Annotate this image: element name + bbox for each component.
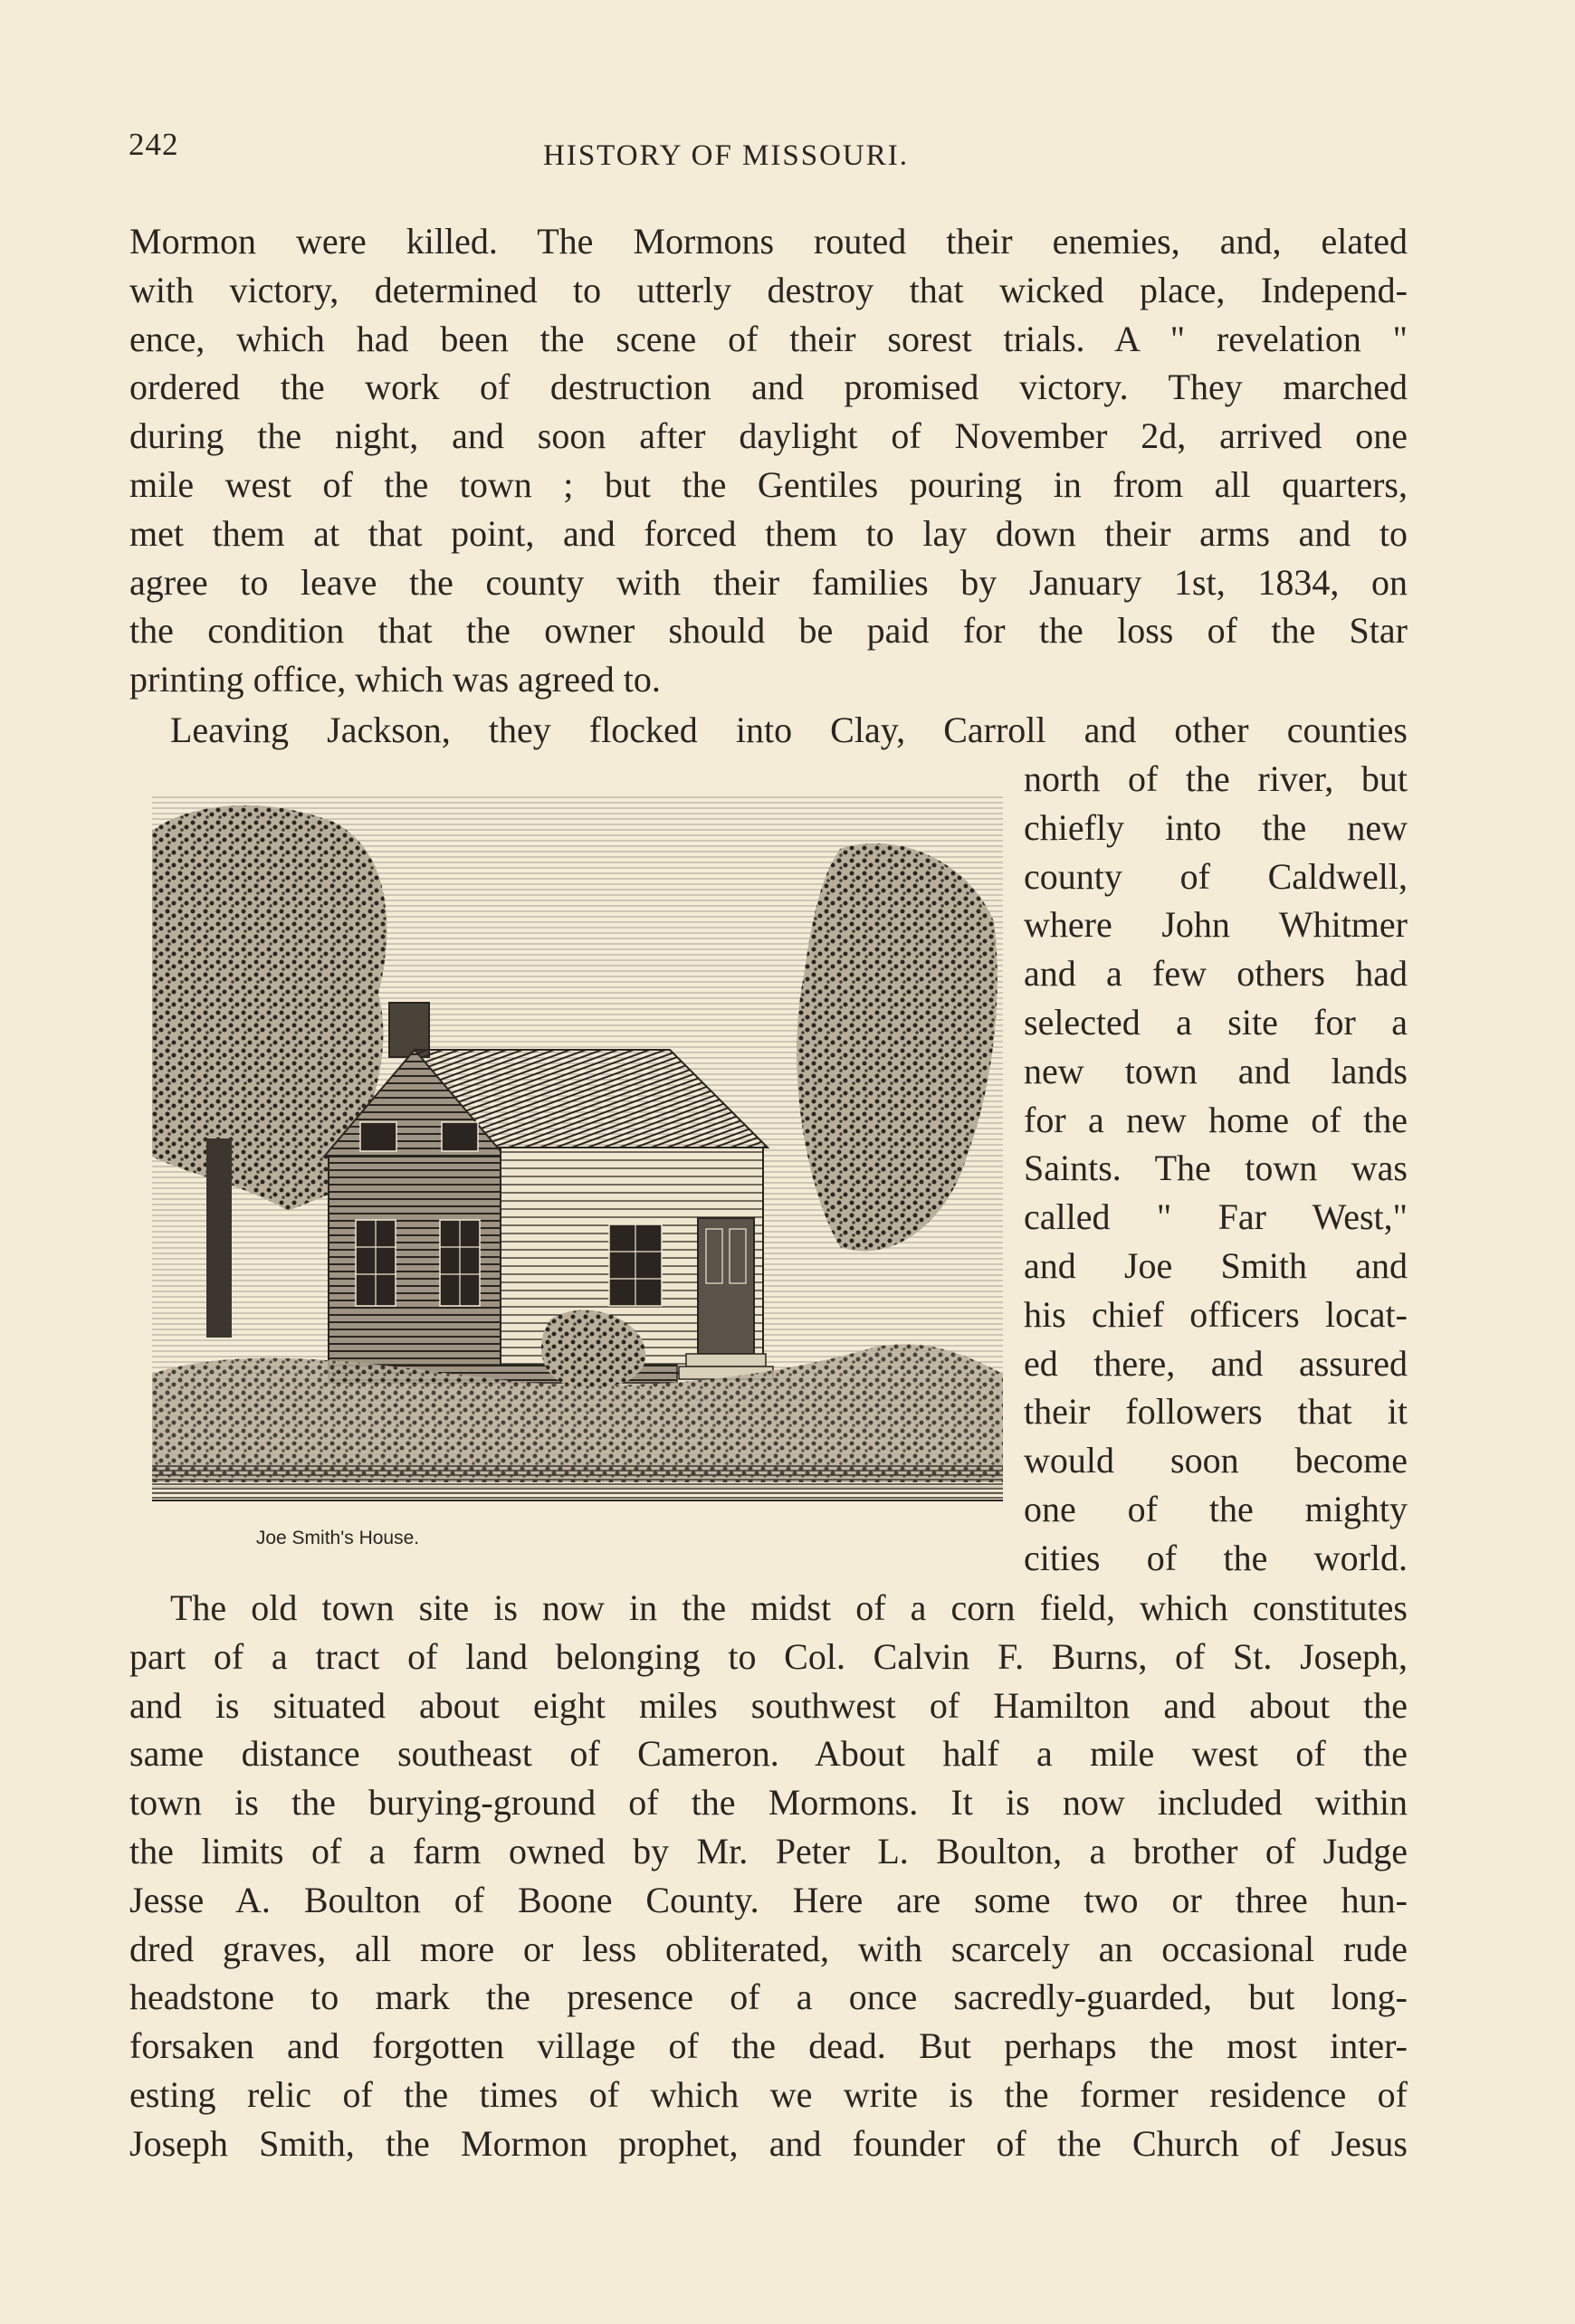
text-line: called " Far West," xyxy=(1024,1196,1408,1238)
text-line: ordered the work of destruction and promised victory. They marched xyxy=(129,367,1408,408)
text-line: cities of the world. xyxy=(1024,1537,1408,1578)
text-line: where John Whitmer xyxy=(1024,904,1408,946)
text-line: with victory, determined to utterly destroy that wicked place, Independ- xyxy=(129,269,1408,310)
text-line: The old town site is now in the midst of a corn field, which constitutes xyxy=(170,1587,1408,1628)
text-line: his chief officers locat- xyxy=(1024,1293,1408,1335)
text-line: one of the mighty xyxy=(1024,1488,1408,1529)
text-line: Joseph Smith, the Mormon prophet, and founder of the Church of Jesus xyxy=(129,2122,1408,2164)
text-line: new town and lands xyxy=(1024,1050,1408,1091)
text-line: selected a site for a xyxy=(1024,1001,1408,1043)
text-line: and a few others had xyxy=(1024,953,1408,995)
text-line: and Joe Smith and xyxy=(1024,1244,1408,1286)
figure-caption: Joe Smith's House. xyxy=(255,1528,420,1548)
text-line: headstone to mark the presence of a once sacredly-guarded, but long- xyxy=(129,1976,1408,2018)
text-line: ed there, and assured xyxy=(1024,1342,1408,1384)
text-line: mile west of the town ; but the Gentiles pouring in from all quarters, xyxy=(129,463,1408,505)
text-line: same distance southeast of Cameron. About half a mile west of the xyxy=(129,1733,1408,1775)
text-line: during the night, and soon after daylight of November 2d, arrived one xyxy=(129,415,1408,457)
paragraph-1 xyxy=(129,217,1408,704)
text-line: part of a tract of land belonging to Col. Calvin F. Burns, of St. Joseph, xyxy=(129,1635,1408,1677)
text-line: and is situated about eight miles southwest of Hamilton and about the xyxy=(129,1684,1408,1726)
text-line: Jesse A. Boulton of Boone County. Here are some two or three hun- xyxy=(129,1879,1408,1920)
text-line: for a new home of the xyxy=(1024,1099,1408,1140)
text-line: Mormon were killed. The Mormons routed their enemies, and, elated xyxy=(129,221,1408,262)
text-line: chiefly into the new xyxy=(1024,806,1408,848)
text-line: Leaving Jackson, they flocked into Clay, Carroll and other counties xyxy=(170,710,1408,750)
text-line: ence, which had been the scene of their sorest trials. A " revelation " xyxy=(129,318,1408,359)
text-line: county of Caldwell, xyxy=(1024,855,1408,897)
house-illustration xyxy=(152,795,1003,1548)
paragraph-2-wrap-column xyxy=(1024,755,1408,1583)
running-title: HISTORY OF MISSOURI. xyxy=(543,139,909,172)
text-line: met them at that point, and forced them to lay down their arms and to xyxy=(129,512,1408,554)
text-line: their followers that it xyxy=(1024,1391,1408,1433)
text-line: town is the burying-ground of the Mormons. It is now included within xyxy=(129,1782,1408,1824)
text-line: north of the river, but xyxy=(1024,758,1408,799)
text-line: the condition that the owner should be paid for the loss of the Star xyxy=(129,610,1408,652)
paragraph-3 xyxy=(129,1584,1408,2168)
text-line: the limits of a farm owned by Mr. Peter L. Boulton, a brother of Judge xyxy=(129,1830,1408,1872)
text-line: esting relic of the times of which we write is the former residence of xyxy=(129,2073,1408,2115)
text-line: forsaken and forgotten village of the dead. But perhaps the most inter- xyxy=(129,2025,1408,2067)
paragraph-2-first-line xyxy=(170,706,1408,755)
house-engraving xyxy=(152,795,1003,1519)
text-line: dred graves, all more or less obliterated, with scarcely an occasional rude xyxy=(129,1928,1408,1969)
text-line: printing office, which was agreed to. xyxy=(129,659,661,700)
text-line: would soon become xyxy=(1024,1440,1408,1481)
text-line: agree to leave the county with their families by January 1st, 1834, on xyxy=(129,561,1408,603)
text-line: Saints. The town was xyxy=(1024,1148,1408,1189)
page-number: 242 xyxy=(129,127,179,162)
